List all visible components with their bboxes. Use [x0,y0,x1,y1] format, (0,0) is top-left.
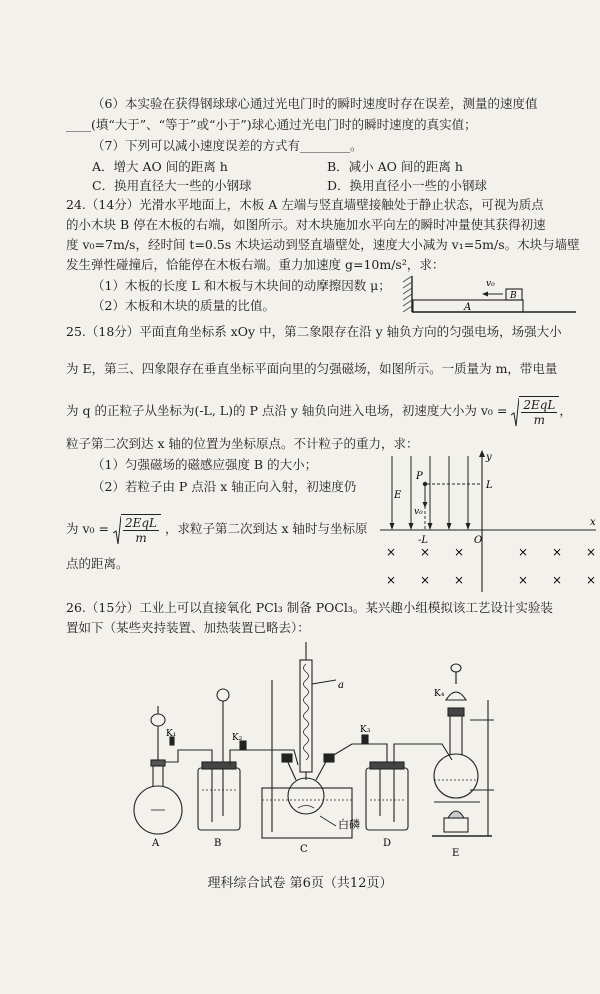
q23-option-a: A．增大 AO 间的距离 h [92,159,228,174]
field-cross: × [586,573,597,587]
q25-figure [378,446,600,594]
v0-label: v₀ [486,279,495,289]
origin-label: O [474,535,483,546]
q23-part7: （7）下列可以减小速度误差的方式有________。 [92,138,363,153]
page-footer: 理科综合试卷 第6页（共12页） [207,876,393,891]
q23-option-b: B．减小 AO 间的距离 h [327,159,463,174]
label-k1: K₁ [166,729,177,739]
label-k3: K₃ [360,725,371,735]
q24-subq1: （1）木板的长度 L 和木板与木块间的动摩擦因数 μ； [92,278,391,293]
q25-line3 [66,396,572,427]
block-b-label: B [510,291,517,301]
label-white-phosphorus: 白磷 [338,818,360,831]
point-p-label: P [416,471,423,482]
q23-option-c: C．换用直径大一些的小钢球 [92,178,252,193]
field-cross: × [386,545,397,559]
label-k4: K₄ [434,689,445,699]
q25-frac2-den: m [135,531,147,545]
field-cross: × [518,545,529,559]
field-cross: × [552,545,563,559]
label-k2: K₂ [232,733,243,743]
q26-apparatus-figure [122,640,512,862]
field-cross: × [454,545,465,559]
q23-part6-line1: （6）本实验在获得钢球球心通过光电门时的瞬时速度时存在误差，测量的速度值 [92,96,538,111]
q25-subq2: （2）若粒子由 P 点沿 x 轴正向入射，初速度仍 [92,479,357,494]
q24-line4: 发生弹性碰撞后，恰能停在木板右端。重力加速度 g=10m/s²，求： [66,257,445,272]
field-cross: × [386,573,397,587]
q25-subq1: （1）匀强磁场的磁感应强度 B 的大小； [92,457,318,472]
q26-line2: 置如下（某些夹持装置、加热装置已略去）： [66,620,310,635]
q25-line6: 点的距离。 [66,556,129,571]
q24-figure [398,268,583,318]
field-cross: × [454,573,465,587]
label-e: E [452,848,460,859]
field-cross: × [420,545,431,559]
magnetic-field-crosses [386,545,596,587]
q25-line5-lead: 为 v₀ = [66,521,109,536]
label-c: C [300,844,308,855]
q25-sqrt-2 [113,514,161,545]
q24-subq2: （2）木板和木块的质量的比值。 [92,298,275,313]
q25-frac1-num: 2EqL [523,398,556,412]
label-b: B [214,838,222,849]
q25-line5-tail: ，求粒子第二次到达 x 轴时与坐标原 [165,521,368,536]
y-axis-label: y [486,452,492,463]
field-cross: × [518,573,529,587]
l-label: L [486,480,493,491]
label-a: A [152,838,160,849]
field-cross: × [420,573,431,587]
q24-line2: 的小木块 B 停在木板的右端，如图所示。对木块施加水平向左的瞬时冲量使其获得初速 [66,217,546,232]
label-condenser-a: a [338,680,344,691]
q23-part6-line2: ____(填“大于”、“等于”或“小于”)球心通过光电门时的瞬时速度的真实值； [66,117,477,132]
q23-option-d: D．换用直径小一些的小钢球 [327,178,488,193]
q26-line1: 26.（15分）工业上可以直接氧化 PCl₃ 制备 POCl₃。某兴趣小组模拟该工艺设计实验装 [66,600,553,615]
board-a-label: A [464,302,472,313]
q25-line1: 25.（18分）平面直角坐标系 xOy 中，第二象限存在沿 y 轴负方向的匀强电场，场强大小 [66,324,562,339]
q25-line3-comma: ， [559,403,572,418]
x-axis-label: x [590,517,596,528]
q25-line2: 为 E，第三、四象限存在垂直坐标平面向里的匀强磁场，如图所示。一质量为 m，带电量 [66,361,558,376]
q25-line5 [66,514,368,545]
neg-l-label: -L [418,535,429,546]
v0-label: v₀ [414,507,423,517]
q25-line4: 粒子第二次到达 x 轴的位置为坐标原点。不计粒子的重力，求： [66,436,419,451]
q25-line3-text: 为 q 的正粒子从坐标为(-L, L)的 P 点沿 y 轴负向进入电场，初速度大小为 v₀ = [66,403,508,418]
label-d: D [383,838,392,849]
q25-sqrt-1 [511,396,559,427]
field-e-label: E [394,490,402,501]
q25-frac2-num: 2EqL [124,516,158,530]
q24-line3: 度 v₀=7m/s，经时间 t=0.5s 木块运动到竖直墙壁处，速度大小减为 v₁=5m/s。木块与墙壁 [66,237,580,252]
q24-line1: 24.（14分）光滑水平地面上，木板 A 左端与竖直墙壁接触处于静止状态，可视为质点 [66,197,544,212]
field-cross: × [586,545,597,559]
field-cross: × [552,573,563,587]
q25-frac1-den: m [533,413,546,427]
